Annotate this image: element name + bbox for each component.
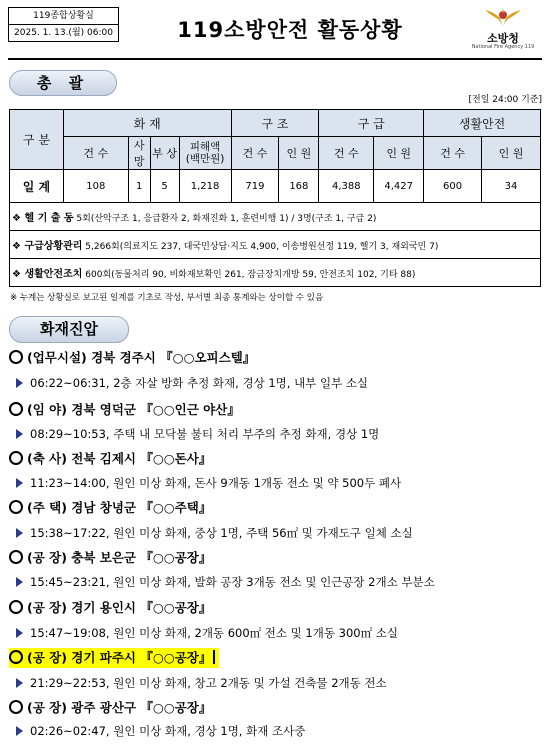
incident-detail: 21:29~22:53, 원인 미상 화재, 창고 2개동 및 가설 건축물 2개동 전소 bbox=[16, 674, 387, 693]
logo-subtitle: National Fire Agency 119 bbox=[471, 44, 535, 50]
incident-detail: 15:47~19:08, 원인 미상 화재, 2개동 600㎡ 전소 및 1개동 300㎡ 소실 bbox=[16, 624, 398, 643]
fire-header: 화 재 bbox=[63, 110, 231, 137]
ems-people-value: 4,427 bbox=[374, 170, 424, 203]
life-safety-note-text: 600회(동물처리 90, 비화재보확인 261, 잠금장치개방 59, 안전조치 102, 기타 88) bbox=[85, 270, 416, 280]
header-divider bbox=[8, 58, 542, 60]
emblem-icon bbox=[484, 6, 522, 28]
text-cursor bbox=[213, 650, 215, 664]
incident-heading: (공 장) 광주 광산구 『○○공장』 bbox=[9, 698, 211, 718]
report-date: 2025. 1. 13.(월) 06:00 bbox=[14, 28, 113, 38]
injuries-value: 5 bbox=[150, 170, 179, 203]
life-people-value: 34 bbox=[482, 170, 541, 203]
helicopter-note bbox=[10, 203, 541, 231]
stub-header: 구 분 bbox=[10, 110, 64, 170]
triangle-bullet-icon bbox=[16, 528, 23, 538]
life-safety-note bbox=[10, 259, 541, 287]
ems-management-note-label: ❖ 구급상황관리 bbox=[12, 241, 83, 252]
fire-section-title: 화재진압 bbox=[9, 316, 129, 343]
incident-detail: 15:38~17:22, 원인 미상 화재, 중상 1명, 주택 56㎡ 및 가재도구 일체 소실 bbox=[16, 524, 413, 543]
rescue-header: 구 조 bbox=[231, 110, 319, 137]
incident-heading: (공 장) 충북 보은군 『○○공장』 bbox=[9, 548, 211, 568]
summary-table bbox=[9, 109, 541, 287]
ems-people-header: 인 원 bbox=[374, 137, 424, 170]
incident-detail: 08:29~10:53, 주택 내 모닥불 불티 처리 부주의 추정 화재, 경상 1명 bbox=[16, 425, 379, 444]
triangle-bullet-icon bbox=[16, 628, 23, 638]
daily-total-label: 일 계 bbox=[10, 170, 64, 203]
logo-name: 소방청 bbox=[487, 32, 519, 45]
fire-count-header: 건 수 bbox=[63, 137, 128, 170]
deaths-header: 사 망 bbox=[128, 137, 150, 170]
incident-detail: 02:26~02:47, 원인 미상 화재, 경상 1명, 화재 조사중 bbox=[16, 722, 305, 741]
page-title: 119소방안전 활동상황 bbox=[177, 18, 403, 42]
circle-bullet-icon bbox=[9, 350, 23, 364]
incident-detail: 11:23~14:00, 원인 미상 화재, 돈사 9개동 1개동 전소 및 약 500두 폐사 bbox=[16, 474, 401, 493]
life-count-header: 건 수 bbox=[424, 137, 482, 170]
agency-logo bbox=[470, 6, 536, 52]
fire-count-value: 108 bbox=[63, 170, 128, 203]
incident-heading: (임 야) 경북 영덕군 『○○인근 야산』 bbox=[9, 400, 240, 420]
life-safety-note-label: ❖ 생활안전조치 bbox=[12, 269, 83, 280]
report-stamp bbox=[8, 7, 119, 42]
life-safety-header: 생활안전 bbox=[424, 110, 541, 137]
incident-heading: (주 택) 경남 창녕군 『○○주택』 bbox=[9, 498, 211, 518]
ems-count-header: 건 수 bbox=[319, 137, 374, 170]
damage-header: 피해액 (백만원) bbox=[179, 137, 231, 170]
rescue-people-header: 인 원 bbox=[279, 137, 319, 170]
ems-management-note bbox=[10, 231, 541, 259]
triangle-bullet-icon bbox=[16, 577, 23, 587]
incident-heading: (축 사) 전북 김제시 『○○돈사』 bbox=[9, 449, 211, 469]
triangle-bullet-icon bbox=[16, 429, 23, 439]
summary-section-title: 총 괄 bbox=[9, 70, 117, 96]
triangle-bullet-icon bbox=[16, 678, 23, 688]
life-count-value: 600 bbox=[424, 170, 482, 203]
ems-header: 구 급 bbox=[319, 110, 424, 137]
incident-heading-highlighted[interactable]: (공 장) 경기 파주시 『○○공장』 bbox=[9, 648, 219, 668]
helicopter-note-label: ❖ 헬 기 출 동 bbox=[12, 213, 74, 224]
injuries-header: 부 상 bbox=[150, 137, 179, 170]
incident-detail: 15:45~23:21, 원인 미상 화재, 발화 공장 3개동 전소 및 인근공장 2개소 부분소 bbox=[16, 573, 435, 592]
incident-heading: (공 장) 경기 용인시 『○○공장』 bbox=[9, 598, 211, 618]
footnote: ※ 누계는 상황실로 보고된 일계를 기초로 작성, 부서별 최종 통계와는 상이할 수 있음 bbox=[10, 293, 324, 303]
helicopter-note-text: 5회(산악구조 1, 응급환자 2, 화재진화 1, 훈련비행 1) / 3명(구조 1, 구급 2) bbox=[76, 214, 377, 224]
circle-bullet-icon bbox=[9, 650, 23, 664]
circle-bullet-icon bbox=[9, 600, 23, 614]
rescue-count-header: 건 수 bbox=[231, 137, 279, 170]
circle-bullet-icon bbox=[9, 402, 23, 416]
ems-management-note-text: 5,266회(의료지도 237, 대국민상담·지도 4,900, 이송병원선정 119, 헬기 3, 재외국민 7) bbox=[85, 242, 439, 252]
circle-bullet-icon bbox=[9, 700, 23, 714]
damage-value: 1,218 bbox=[179, 170, 231, 203]
triangle-bullet-icon bbox=[16, 378, 23, 388]
rescue-count-value: 719 bbox=[231, 170, 279, 203]
circle-bullet-icon bbox=[9, 451, 23, 465]
triangle-bullet-icon bbox=[16, 478, 23, 488]
ems-count-value: 4,388 bbox=[319, 170, 374, 203]
incident-heading: (업무시설) 경북 경주시 『○○오피스텔』 bbox=[9, 348, 255, 368]
org-label: 119종합상황실 bbox=[9, 8, 118, 25]
triangle-bullet-icon bbox=[16, 726, 23, 736]
circle-bullet-icon bbox=[9, 500, 23, 514]
deaths-value: 1 bbox=[128, 170, 150, 203]
base-time-note: [전일 24:00 기준] bbox=[468, 95, 542, 105]
life-people-header: 인 원 bbox=[482, 137, 541, 170]
circle-bullet-icon bbox=[9, 550, 23, 564]
rescue-people-value: 168 bbox=[279, 170, 319, 203]
incident-detail: 06:22~06:31, 2층 자살 방화 추정 화재, 경상 1명, 내부 일부 소실 bbox=[16, 374, 368, 393]
